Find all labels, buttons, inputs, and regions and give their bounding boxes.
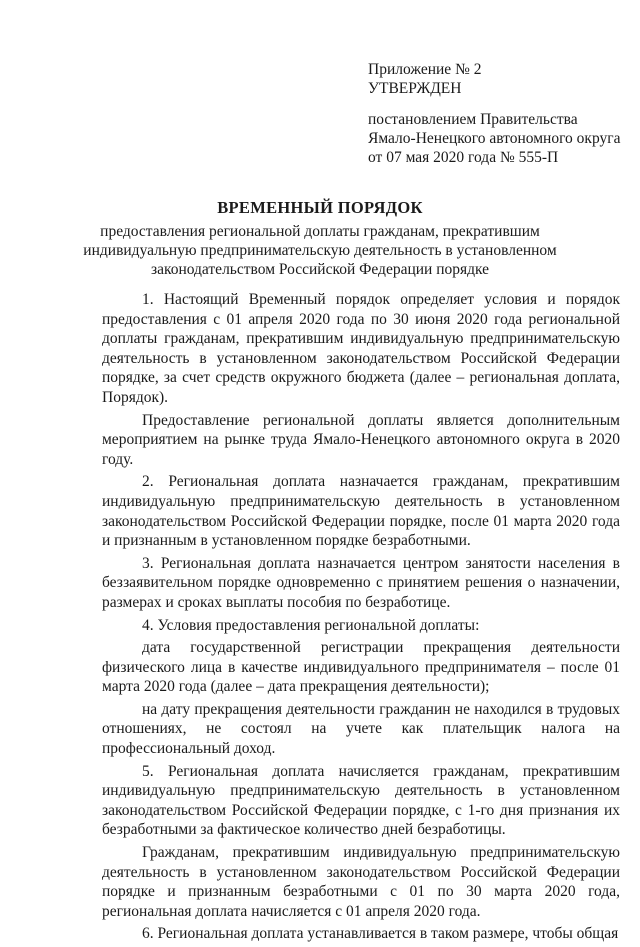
appendix-number: Приложение № 2: [368, 61, 482, 78]
paragraph: Гражданам, прекратившим индивидуальную предпринимательскую деятельность в установленном законодательством Российской Федерации порядке и признанным безработными с 01 по 30 марта 2020 года, региональная доплата начисляется с 01 апреля 2020 года.: [102, 844, 620, 920]
paragraph: 6. Региональная доплата устанавливается в таком размере, чтобы общая: [142, 925, 619, 943]
paragraph: 2. Региональная доплата назначается гражданам, прекратившим индивидуальную предпринимательскую деятельность в установленном законодательством Российской Федерации порядке, после 01 марта 2020 года и признанным в установленном порядке безработными.: [102, 473, 620, 550]
approval-line-1: постановлением Правительства: [368, 111, 578, 128]
document-title: ВРЕМЕННЫЙ ПОРЯДОК: [217, 198, 423, 217]
document-subtitle: предоставления региональной доплаты гражданам, прекратившим индивидуальную предпринимательскую деятельность в установленном законодательством Российской Федерации порядке: [83, 223, 557, 278]
paragraph: 3. Региональная доплата назначается центром занятости населения в беззаявительном порядке одновременно с принятием решения о назначении, размерах и сроках выплаты пособия по безработице.: [102, 554, 620, 611]
document-body: [102, 290, 620, 947]
approval-line-2: Ямало-Ненецкого автономного округа: [368, 130, 621, 147]
paragraph: 5. Региональная доплата начисляется гражданам, прекратившим индивидуальную предпринимательскую деятельность в установленном законодательством Российской Федерации порядке, с 1-го дня признания их безработными за фактическое количество дней безработицы.: [102, 762, 620, 839]
paragraph: Предоставление региональной доплаты является дополнительным мероприятием на рынке труда Ямало-Ненецкого автономного округа в 2020 году.: [102, 411, 620, 468]
approval-block: [368, 60, 630, 167]
paragraph: дата государственной регистрации прекращения деятельности физического лица в качестве индивидуального предпринимателя – после 01 марта 2020 года (далее – дата прекращения деятельности);: [102, 639, 620, 696]
paragraph: на дату прекращения деятельности гражданин не находился в трудовых отношениях, не состоял на учете как плательщик налога на профессиональный доход.: [102, 700, 620, 758]
approved-stamp: УТВЕРЖДЕН: [368, 80, 462, 97]
paragraph: 4. Условия предоставления региональной доплаты:: [142, 616, 480, 634]
paragraph: 1. Настоящий Временный порядок определяет условия и порядок предоставления с 01 апреля 2020 года по 30 июня 2020 года региональной доплаты гражданам, прекратившим индивидуальную предпринимательскую деятельность в установленном законодательством Российской Федерации порядке, за счет средств окружного бюджета (далее – региональная доплата, Порядок).: [102, 291, 620, 406]
approval-line-3: от 07 мая 2020 года № 555-П: [368, 149, 559, 166]
